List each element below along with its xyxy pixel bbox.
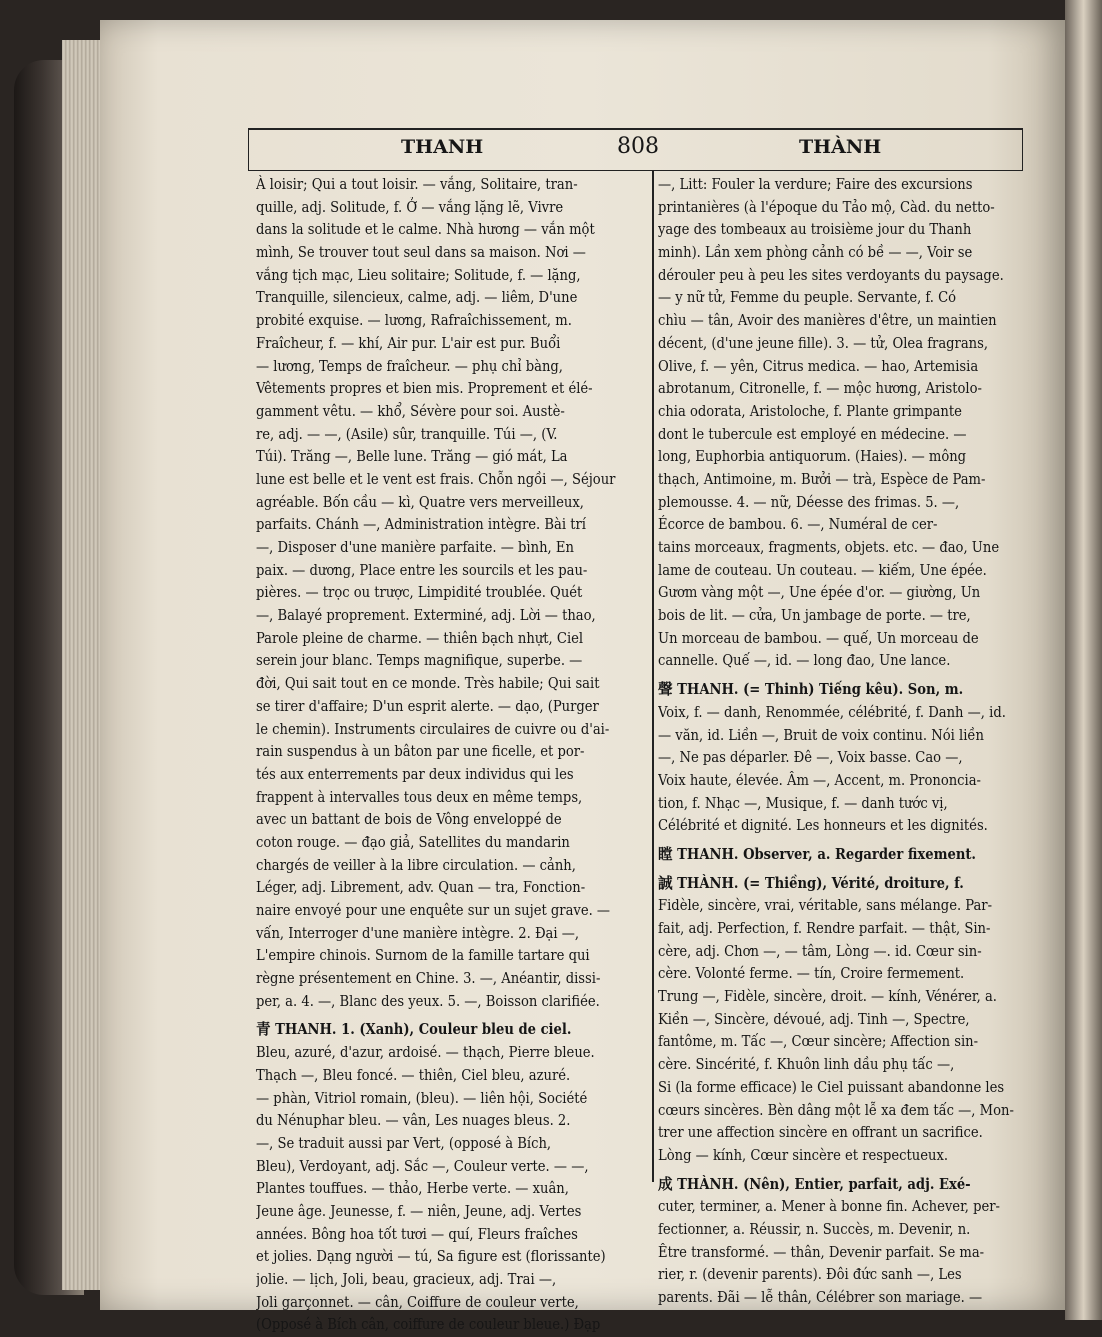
text-line: —, Se traduit aussi par Vert, (opposé à Bích, <box>256 1134 552 1152</box>
left-column <box>256 174 648 1337</box>
text-line: —, Litt: Fouler la verdure; Faire des excursions <box>658 176 973 193</box>
text-line: agréable. Bốn cầu — kì, Quatre vers merveilleux, <box>256 493 584 511</box>
text-line: trer une affection sincère en offrant un sacrifice. <box>658 1124 983 1142</box>
text-line: mình, Se trouver tout seul dans sa maison. Nơi — <box>256 244 586 262</box>
text-line: fectionner, a. Réussir, n. Succès, m. Devenir, n. <box>658 1220 971 1238</box>
text-line: se tirer d'affaire; D'un esprit alerte. — dạo, (Purger <box>256 697 599 715</box>
text-line: parfaits. Chánh —, Administration intègre. Bài trí <box>256 516 586 534</box>
text-line: re, adj. — —, (Asile) sûr, tranquille. Túi —, (V. <box>256 425 558 443</box>
text-line: Thạch —, Bleu foncé. — thiên, Ciel bleu, azuré. <box>256 1066 571 1084</box>
text-line: naire envoyé pour une enquête sur un sujet grave. — <box>256 902 611 919</box>
text-line: 成 THÀNH. (Nên), Entier, parfait, adj. Exé- <box>658 1175 971 1193</box>
text-line: Léger, adj. Librement, adv. Quan — tra, Fonction- <box>256 879 586 897</box>
text-line: années. Bông hoa tốt tươi — quí, Fleurs fraîches <box>256 1225 578 1243</box>
text-line: rier, r. (devenir parents). Đôi đức sanh —, Les <box>658 1266 962 1284</box>
text-line: rain suspendus à un bâton par une ficelle, et por- <box>256 743 585 761</box>
text-line: Tranquille, silencieux, calme, adj. — liêm, D'une <box>256 289 578 307</box>
text-line: Jeune âge. Jeunesse, f. — niên, Jeune, adj. Vertes <box>256 1202 582 1220</box>
text-line: Voix, f. — danh, Renommée, célébrité, f. Danh —, id. <box>658 703 1006 721</box>
text-line: minh). Lần xem phòng cảnh có bề — —, Voir se <box>658 244 973 262</box>
text-line: pières. — trọc ou trược, Limpidité troublée. Quét <box>256 584 583 602</box>
page-number: 808 <box>617 134 659 159</box>
text-line: (Opposé à Bích cân, coiffure de couleur bleue.) Đạp <box>256 1316 601 1334</box>
text-line: cère, adj. Chơn —, — tâm, Lòng —. id. Cœur sin- <box>658 942 982 960</box>
text-line: cuter, terminer, a. Mener à bonne fin. Achever, per- <box>658 1198 1000 1216</box>
text-line: —, Disposer d'une manière parfaite. — bình, En <box>256 539 574 556</box>
text-line: thạch, Antimoine, m. Bưởi — trà, Espèce de Pam- <box>658 470 986 488</box>
text-line: chargés de veiller à la libre circulation. — cảnh, <box>256 856 576 874</box>
text-line: Kiền —, Sincère, dévoué, adj. Tinh —, Spectre, <box>658 1010 970 1028</box>
text-line: À loisir; Qui a tout loisir. — vắng, Solitaire, tran- <box>256 176 578 193</box>
text-line: frappent à intervalles tous deux en même temps, <box>256 788 583 806</box>
text-line: gamment vêtu. — khổ, Sévère pour soi. Austè- <box>256 402 565 420</box>
text-line: Plantes touffues. — thảo, Herbe verte. — xuân, <box>256 1180 569 1198</box>
text-line: L'empire chinois. Surnom de la famille tartare qui <box>256 947 590 965</box>
text-line: Fidèle, sincère, vrai, véritable, sans mélange. Par- <box>658 897 993 915</box>
text-line: parents. Đãi — lễ thân, Célébrer son mariage. — <box>658 1289 983 1306</box>
text-line: Célébrité et dignité. Les honneurs et les dignités. <box>658 817 988 835</box>
book-gutter-right <box>1065 0 1102 1320</box>
column-divider <box>652 170 654 1182</box>
text-line: vấn, Interroger d'une manière intègre. 2. Đại —, <box>256 924 580 942</box>
text-line: coton rouge. — đạo giả, Satellites du mandarin <box>256 833 570 851</box>
text-line: Voix haute, élevée. Âm —, Accent, m. Prononcia- <box>658 771 981 789</box>
text-line: du Nénuphar bleu. — vân, Les nuages bleus. 2. <box>256 1112 571 1130</box>
text-line: Gươm vàng một —, Une épée d'or. — giường, Un <box>658 584 981 602</box>
header-guide-word-left: THANH <box>401 136 484 158</box>
text-line: Olive, f. — yên, Citrus medica. — hao, Artemisia <box>658 357 979 375</box>
text-line: Si (la forme efficace) le Ciel puissant abandonne les <box>658 1078 1005 1096</box>
text-line: probité exquise. — lương, Rafraîchissement, m. <box>256 312 572 330</box>
right-column <box>658 174 1034 1310</box>
text-line: cannelle. Quế —, id. — long đao, Une lance. <box>658 652 951 670</box>
text-line: — văn, id. Liền —, Bruit de voix continu. Nói liền <box>658 726 984 744</box>
text-line: chìu — tân, Avoir des manières d'être, un maintien <box>658 312 997 330</box>
text-line: jolie. — lịch, Joli, beau, gracieux, adj. Trai —, <box>256 1271 557 1288</box>
text-line: Être transformé. — thân, Devenir parfait. Se ma- <box>658 1243 985 1261</box>
text-line: fantôme, m. Tấc —, Cœur sincère; Affection sin- <box>658 1033 979 1051</box>
running-header <box>248 128 1023 171</box>
text-line: Un morceau de bambou. — quế, Un morceau de <box>658 629 979 647</box>
text-line: fait, adj. Perfection, f. Rendre parfait. — thật, Sin- <box>658 920 991 937</box>
text-line: — y nữ tử, Femme du peuple. Servante, f. Có <box>658 289 957 307</box>
text-line: dérouler peu à peu les sites verdoyants du paysage. <box>658 266 1004 284</box>
text-line: 聲 THANH. (= Thinh) Tiếng kêu). Son, m. <box>658 681 964 699</box>
text-line: Joli garçonnet. — cân, Coiffure de couleur verte, <box>256 1293 579 1311</box>
text-line: lune est belle et le vent est frais. Chỗn ngồi —, Séjour <box>256 470 616 488</box>
text-line: Trung —, Fidèle, sincère, droit. — kính, Vénérer, a. <box>658 988 997 1006</box>
text-line: Fraîcheur, f. — khí, Air pur. L'air est pur. Buổi <box>256 334 561 352</box>
text-line: đời, Qui sait tout en ce monde. Très habile; Qui sait <box>256 675 600 693</box>
text-line: le chemin). Instruments circulaires de cuivre ou d'ai- <box>256 720 610 738</box>
text-line: avec un battant de bois de Vông enveloppé de <box>256 811 562 829</box>
text-line: yage des tombeaux au troisième jour du Thanh <box>658 221 972 239</box>
text-line: cère. Sincérité, f. Khuôn linh dầu phụ tấc —, <box>658 1056 955 1074</box>
text-line: long, Euphorbia antiquorum. (Haies). — mông <box>658 448 967 466</box>
text-line: Bleu, azuré, d'azur, ardoisé. — thạch, Pierre bleue. <box>256 1044 595 1062</box>
text-line: — phàn, Vitriol romain, (bleu). — liên hội, Société <box>256 1089 588 1107</box>
text-line: dans la solitude et le calme. Nhà hương — vắn một <box>256 221 595 239</box>
text-line: cœurs sincères. Bèn dâng một lễ xa đem tấc —, Mon- <box>658 1101 1014 1119</box>
text-line: paix. — dương, Place entre les sourcils et les pau- <box>256 561 588 579</box>
text-line: plemousse. 4. — nữ, Déesse des frimas. 5. —, <box>658 493 960 511</box>
text-line: chia odorata, Aristoloche, f. Plante grimpante <box>658 402 962 420</box>
text-line: quille, adj. Solitude, f. Ở — vắng lặng lẽ, Vivre <box>256 198 564 216</box>
text-line: Túi). Trăng —, Belle lune. Trăng — gió mát, La <box>256 448 568 466</box>
text-line: 誠 THÀNH. (= Thiềng), Vérité, droiture, f. <box>658 874 964 892</box>
text-line: abrotanum, Citronelle, f. — mộc hương, Aristolo- <box>658 380 982 398</box>
text-line: Lòng — kính, Cœur sincère et respectueux. <box>658 1146 949 1164</box>
text-line: serein jour blanc. Temps magnifique, superbe. — <box>256 652 583 670</box>
text-line: tion, f. Nhạc —, Musique, f. — danh tước vị, <box>658 794 948 812</box>
text-line: per, a. 4. —, Blanc des yeux. 5. —, Boisson clarifiée. <box>256 992 600 1010</box>
text-line: —, Ne pas déparler. Đê —, Voix basse. Cao —, <box>658 749 963 767</box>
text-line: règne présentement en Chine. 3. —, Anéantir, dissi- <box>256 970 601 988</box>
text-line: 瞠 THANH. Observer, a. Regarder fixement. <box>658 845 976 863</box>
text-line: tés aux enterrements par deux individus qui les <box>256 765 574 783</box>
text-line: Bleu), Verdoyant, adj. Sắc —, Couleur verte. — —, <box>256 1157 589 1175</box>
text-line: vắng tịch mạc, Lieu solitaire; Solitude, f. — lặng, <box>256 266 581 284</box>
text-line: printanières (à l'époque du Tảo mộ, Càd. du netto- <box>658 198 995 216</box>
text-line: Vêtements propres et bien mis. Proprement et élé- <box>256 380 593 398</box>
text-line: cère. Volonté ferme. — tín, Croire fermement. <box>658 965 965 983</box>
text-line: — lương, Temps de fraîcheur. — phụ chỉ bàng, <box>256 357 563 375</box>
text-line: tains morceaux, fragments, objets. etc. — đao, Une <box>658 539 1000 556</box>
text-line: bois de lit. — cửa, Un jambage de porte. — tre, <box>658 607 971 625</box>
text-line: décent, (d'une jeune fille). 3. — tử, Olea fragrans, <box>658 334 989 352</box>
header-guide-word-right: THÀNH <box>799 136 882 158</box>
text-line: dont le tubercule est employé en médecine. — <box>658 425 967 443</box>
text-line: Parole pleine de charme. — thiên bạch nhựt, Ciel <box>256 629 584 647</box>
text-line: lame de couteau. Un couteau. — kiếm, Une épée. <box>658 561 987 579</box>
text-line: —, Balayé proprement. Exterminé, adj. Lời — thao, <box>256 607 596 625</box>
text-line: et jolies. Dạng người — tú, Sa figure est (florissante) <box>256 1248 606 1266</box>
text-line: Écorce de bambou. 6. —, Numéral de cer- <box>658 516 938 534</box>
text-line: 青 THANH. 1. (Xanh), Couleur bleu de ciel. <box>256 1021 572 1039</box>
